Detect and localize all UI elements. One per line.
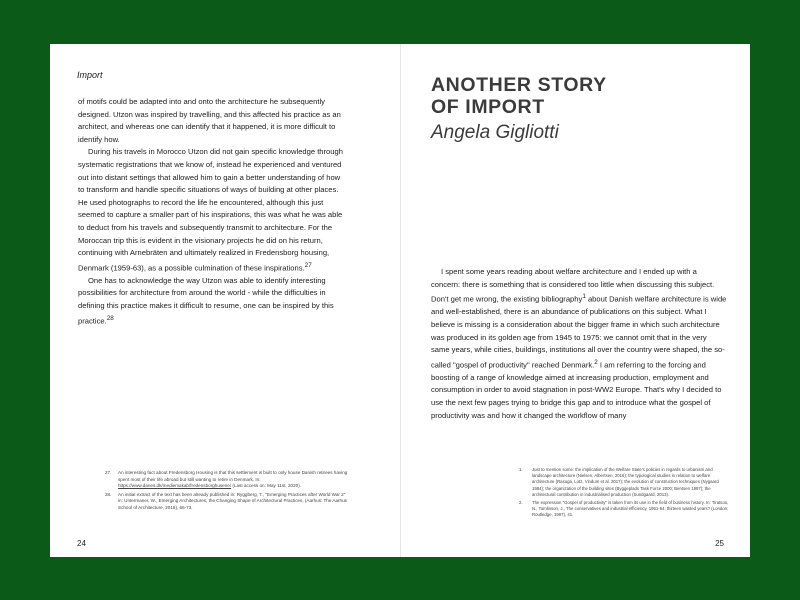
paragraph: I spent some years reading about welfare architecture and I ended up with a concern: there is something that is considered too little when discussing this subject. Don't get me wrong, the existing bibliography$^1$ about Danish welfare architecture is wide and well-established, there is an abundance of publications on this subject. What I believe is missing is a consideration about the bigger frame in which such architecture was produced in its golden age from 1945 to 1975: we cannot omit that in the very same years, while cities, buildings, institutions all over the country were shaped, the so-called "gospel of productivity" reached Denmark.$^2$ I am referring to the forcing and boosting of a range of knowledge aimed at increasing production, employment and consumption in order to avoid stagnation in post-WW2 Europe. That's why I decided to use the next few pages trying to bridge this gap and to introduce what the gospel of productivity was and how it changed the workflow of many xyxy=(431,267,727,420)
footnote-ref[interactable]: 28 xyxy=(106,314,114,322)
page-number: 25 xyxy=(715,539,724,548)
footnote-ref[interactable]: 2 xyxy=(594,358,598,366)
left-page xyxy=(50,44,401,557)
footnote-ref[interactable]: 1 xyxy=(582,293,586,301)
footnote: 2. The expression "Gospel of productivity" is taken from its use in the field of business history. In: Tiratsoo, N., Tomlinson, J., The conservatives and industrial efficiency, 1951-64; thirteen wasted years? (London: Routledge, 1997), 41. xyxy=(519,500,729,518)
footnote: 1. Just to mention some: the implication of the Welfare State's policies in regards to urbanism and landscape architecture (Nielsen, Albertsen, 2016); the typological studies in relation to welfare architecture (Rasuga, Lotz, Vindum et al. 2017); the evolution of construction techniques (Nygaard 1984); the organization of the building sites (Byggeplads Task Force 2000; Bentsen 1997); the architectural contribution in industrialised production (Sundgaard, 2013). xyxy=(519,467,719,497)
running-header: Import xyxy=(77,70,103,80)
right-footnotes xyxy=(519,467,729,521)
paragraph: One has to acknowledge the way Utzon was able to identify interesting possibilities for architecture from around the world - while the difficulties in defining this practice makes it difficult to resume, one can be inspired by this practice.$^{28}$ xyxy=(78,275,334,326)
left-footnotes xyxy=(105,470,350,514)
footnote-ref[interactable]: 27 xyxy=(304,261,312,269)
right-body-text xyxy=(431,266,727,422)
paragraph: of motifs could be adapted into and onto the architecture he subsequently designed. Utzon was inspired by travelling, and this affected his practice as an architect, and whereas one can identify that it happened, it is more difficult to identify how. xyxy=(78,97,341,144)
footnote: 27. An interesting fact about Fredensborg Housing is that this settlement is built to only house Danish retirees having spent most of their life abroad but still wanting to retire in Denmark. In: https://www.danes.dk/mediemakab/fredensborghusene/ (Last access on: May 11st, 2020). xyxy=(105,470,348,489)
paragraph: During his travels in Morocco Utzon did not gain specific knowledge through systematic registrations that we know of, instead he experienced and ventured out into distant settings that allowed him to gain a better understanding of how to transform and handle specific situations of ways of building at other places. He used photographs to record the life he encountered, although this just seemed to capture a smaller part of his inspirations, this was what he was able to deduct from his travels and subsequently transmit to architecture. For the Moroccan trip this is evident in the visionary projects he did on his return, continuing with Arnebräten and ultimately realized in Fredensborg housing, Denmark (1959-63), as a possible culmination of these inspirations.$^{27}$ xyxy=(78,147,343,273)
page-number: 24 xyxy=(77,539,86,548)
article-title: ANOTHER STORY OF IMPORT xyxy=(431,74,607,118)
author-name: Angela Gigliotti xyxy=(431,122,559,143)
right-page xyxy=(401,44,750,557)
footnote: 28. An initial extract of the text has been already published in: Ryggberg, T., "Emerging Practices after World War 2" in: Untermaner, W., Emerging Architectures, the Changing Shape of Architectural Practices, (Aarhus: The Aarhus School of Architecture, 2018), 66-73. xyxy=(105,491,347,510)
left-body-text xyxy=(78,96,346,328)
footnote-link[interactable]: https://www.danes.dk/mediemakab/fredensborghusene/ xyxy=(118,483,232,489)
